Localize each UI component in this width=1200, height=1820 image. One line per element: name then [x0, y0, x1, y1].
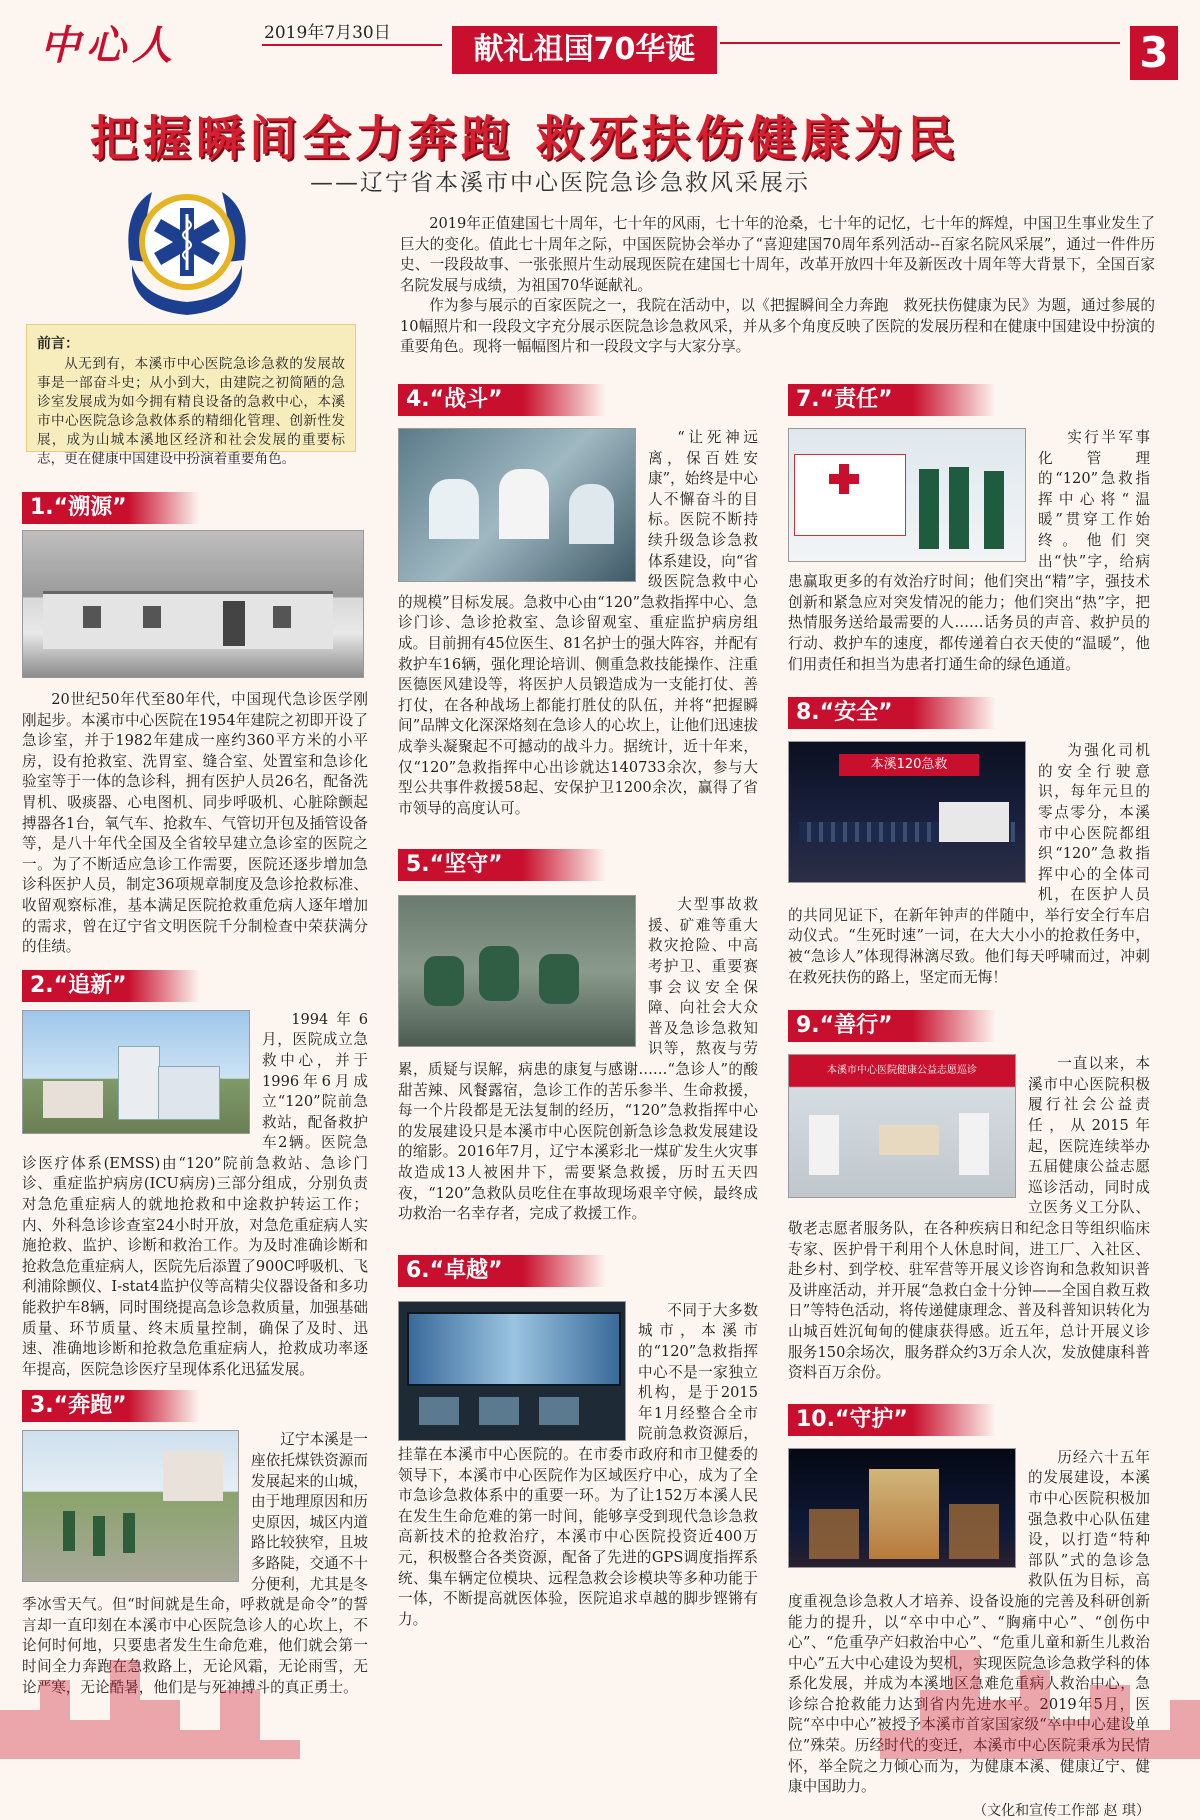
main-headline: 把握瞬间全力奔跑 救死扶伤健康为民: [90, 111, 960, 167]
section-1-header: 1.“溯源”: [22, 492, 200, 524]
section-3-text: 辽宁本溪是一座依托煤铁资源而发展起来的山城，由于地理原因和历史原因，城区内道路比较狭窄，且坡多路陡，交通不十分便利，尤其是冬季冰雪天气。但“时间就是生命，呼救就是命令”的誓言却一直印刻在本溪市中心医院急诊人的心坎上，不论何时何地，只要患者发生生命危难，他们就会第一时间全力奔跑在急救路上，无论风霜，无论雨雪，无论严寒，无论酷暑，他们是与死神搏斗的真正勇士。: [22, 1431, 368, 1696]
section-5-text: 大型事故救援、矿难等重大救灾抢险、中高考护卫、重要赛事会议安全保障、向社会大众普及急诊急救知识等，熬夜与劳累，质疑与误解，病患的康复与感谢……“急诊人”的酸甜苦辣、风餐露宿，急诊工作的苦乐参半、生命救援，每一个片段都是无法复制的经历，“120”急救指挥中心的发展建设只是本溪市中心医院创新急诊急救发展建设的缩影。2016年7月，辽宁本溪彩北一煤矿发生火灾事故造成13人被困井下，需要紧急救援，历时五天四夜，“120”急救队员吃住在事故现场艰辛守候，最终成功救治一名幸存者，完成了救援工作。: [398, 896, 758, 1223]
issue-date: 2019年7月30日: [264, 23, 391, 43]
intro-text: [400, 214, 1155, 358]
star-of-life-emblem-icon: [112, 170, 262, 320]
hospital-night-photo: [788, 1448, 1016, 1568]
section-7-text: 实行半军事化管理的“120”急救指挥中心将“温暖”贯穿工作始终。他们突出“快”字，给病患赢取更多的有效治疗时间；他们突出“精”字，强技术创新和紧急应对突发情况的能力；他们突出“热”字，把热情服务送给最需要的人……话务员的声音、救护员的行动、救护车的速度，都传递着白衣天使的“温暖”，他们用责任和担当为患者打通生命的绿色通道。: [788, 429, 1150, 673]
dispatch-center-photo: [398, 1301, 626, 1441]
section-1-text: 20世纪50年代至80年代，中国现代急诊医学刚刚起步。本溪市中心医院在1954年建院之初即开设了急诊室，并于1982年建成一座约360平方米的小平房，设有抢救室、洗胃室、缝合室、处置室和急诊化验室等于一体的急诊科，拥有医护人员26名，配备洗胃机、吸痰器、心电图机、同步呼吸机、心脏除颤起搏器各1台，氧气车、抢救车、气管切开包及插管设备等，是八十年代全国及全省较早建立急诊室的医院之一。为了不断适应急诊工作需要，医院还逐步增加急诊科医护人员，制定36项规章制度及急诊抢救标准、收留观察标准，基本满足医院抢救重危病人逐年增加的需求，曾在辽宁省文明医院千分制检查中荣获满分的佳绩。: [22, 691, 368, 956]
sub-headline: ——辽宁省本溪市中心医院急诊急救风采展示: [310, 170, 810, 196]
section-6-text: 不同于大多数城市，本溪市的“120”急救指挥中心不是一家独立机构，是于2015年1月经整合全市院前急救资源后，挂靠在本溪市中心医院的。在市委市政府和市卫健委的领导下，本溪市中心医院作为区域医疗中心，成为了全市急诊急救体系中的重要一环。为了让152万本溪人民在发生生命危难的第一时间，能够享受到现代急诊急救高新技术的抢救治疗，本溪市中心医院投资近400万元，积极整合各类资源，配备了先进的GPS调度指挥系统、集车辆定位模块、远程急救会诊模块等多种功能于一体，不断提高就医体验，医院追求卓越的脚步铿锵有力。: [398, 1301, 758, 1628]
section-9-header: 9.“善行”: [788, 1010, 996, 1042]
section-9-text: 一直以来，本溪市中心医院积极履行社会公益责任，从2015年起，医院连续举办五届健康公益志愿巡诊活动，同时成立医务义工分队、敬老志愿者服务队，在各种疾病日和纪念日等组织临床专家、医护骨干利用个人休息时间，进工厂、入社区、赴乡村、到学校、驻军营等开展义诊咨询和急救知识普及讲座活动，并开展“急救白金十分钟——全国自救互救日”等特色活动，将传递健康理念、普及科普知识转化为山城百姓沉甸甸的健康获得感。近五年，总计开展义诊服务150余场次，服务群众约3万余人次，发放健康科普资料百万余份。: [788, 1055, 1150, 1382]
section-3-header: 3.“奔跑”: [22, 1390, 200, 1422]
section-7-header: 7.“责任”: [788, 384, 996, 416]
mine-rescue-photo: [398, 895, 636, 1047]
night-ceremony-photo: [788, 741, 1026, 883]
ambulance-sign-text: 本溪120急救: [839, 754, 979, 776]
ambulance-team-photo: [788, 428, 1026, 562]
section-10-text: 历经六十五年的发展建设，本溪市中心医院积极加强急救中心队伍建设，以打造“特种部队”式的急诊急救队伍为目标，高度重视急诊急救人才培养、设备设施的完善及科研创新能力的提升，以“卒中中心”、“胸痛中心”、“创伤中心”、“危重孕产妇救治中心”、“危重儿童和新生儿救治中心”五大中心建设为契机，实现医院急诊急救学科的体系化发展，并成为本溪地区急难危重病人救治中心，急诊综合抢救能力达到省内先进水平。2019年5月，医院“卒中中心”被授予本溪市首家国家级“卒中中心建设单位”殊荣。历经时代的变迁，本溪市中心医院秉承为民情怀，举全院之力倾心而为，为健康本溪、健康辽宁、健康中国助力。: [788, 1448, 1150, 1796]
byline: （文化和宣传工作部 赵 琪）: [973, 1802, 1150, 1819]
column-3: [788, 384, 1150, 1820]
volunteer-clinic-photo: [788, 1054, 1016, 1198]
section-10-header: 10.“守护”: [788, 1404, 996, 1436]
section-2-text: 1994年6月，医院成立急救中心，并于1996年6月成立“120”院前急救站，配备救护车2辆。医院急诊医疗体系(EMSS)由“120”院前急救站、急诊门诊、重症监护病房(ICU病房)三部分组成，分别负责对急危重症病人的就地抢救和中途救护转运工作；内、外科急诊诊查室24小时开放，对急危重症病人实施抢救、监护、诊断和救治工作。为及时准确诊断和抢救急危重症病人，医院先后添置了900C呼吸机、飞利浦除颤仪、I-stat4监护仪等高精尖仪器设备和多功能救护车8辆，同时围绕提高急诊急救质量，加强基础质量、环节质量、终末质量控制，确保了及时、迅速、准确地诊断和抢救急危重症病人，抢救成功率逐年提高，医院急诊医疗呈现体系化迅猛发展。: [22, 1010, 368, 1378]
newspaper-logo: 中心人: [40, 22, 178, 69]
column-1: [22, 492, 368, 1698]
preface-text: 从无到有，本溪市中心医院急诊急救的发展故事是一部奋斗史；从小到大，由建院之初简陋的急诊室发展成为如今拥有精良设备的急救中心，本溪市中心医院急诊急救体系的精细化管理、创新性发展，成为山城本溪地区经济和社会发展的重要标志，更在健康中国建设中扮演着重要角色。: [37, 356, 345, 467]
section-4-header: 4.“战斗”: [398, 384, 606, 416]
section-5-header: 5.“坚守”: [398, 849, 606, 881]
intro-paragraph-2: 作为参与展示的百家医院之一，我院在活动中，以《把握瞬间全力奔跑 救死扶伤健康为民》为题，通过参展的10幅照片和一段段文字充分展示医院急诊急救风采，并从多个角度反映了医院的发展历程和在健康中国建设中扮演的重要角色。现将一幅幅图片和一段段文字与大家分享。: [400, 297, 1155, 355]
section-8-text: 为强化司机的安全行驶意识，每年元旦的零点零分，本溪市中心医院都组织“120”急救指挥中心的全体司机，在医护人员的共同见证下，在新年钟声的伴随中，举行安全行车启动仪式。“生死时速”一词，在大大小小的抢救任务中，被“急诊人”体现得淋漓尽致。他们每天呼啸而过，冲刺在救死扶伤的路上，坚定而无悔！: [788, 742, 1150, 986]
volunteer-banner-text: 本溪市中心医院健康公益志愿巡诊: [827, 1065, 977, 1077]
intro-paragraph-1: 2019年正值建国七十周年，七十年的风雨，七十年的沧桑，七十年的记忆，七十年的辉煌，中国卫生事业发生了巨大的变化。值此七十周年之际，中国医院协会举办了“喜迎建国70周年系列活动--百家名院风采展”，通过一件件历史、一段段故事、一张张照片生动展现医院在建国七十周年，改革开放四十年及新医改十周年等大背景下，全国百家名院发展与成绩，为祖国70华诞献礼。: [400, 215, 1155, 294]
preface-box: [26, 324, 356, 467]
running-medics-photo: [22, 1430, 239, 1582]
section-8-header: 8.“安全”: [788, 697, 996, 729]
page-number: 3: [1130, 26, 1178, 80]
section-6-header: 6.“卓越”: [398, 1255, 606, 1287]
preface-heading: 前言：: [37, 336, 79, 352]
column-2: [398, 384, 758, 1630]
masthead-rule-right: [720, 42, 1120, 44]
historic-clinic-photo: [22, 530, 364, 678]
section-banner: 献礼祖国70华诞: [452, 26, 717, 74]
hospital-building-photo: [22, 1010, 250, 1134]
emergency-rescue-photo: [398, 428, 636, 582]
section-4-text: “让死神远离，保百姓安康”，始终是中心人不懈奋斗的目标。医院不断持续升级急诊急救体系建设，向“省级医院急救中心的规模”目标发展。急救中心由“120”急救指挥中心、急诊门诊、急诊抢救室、急诊留观室、重症监护病房组成。目前拥有45位医生、81名护士的强大阵容，并配有救护车16辆，强化理论培训、侧重急救技能操作、注重医德医风建设等，将医护人员锻造成为一支能打仗、善打仗，在各种战场上都能打胜仗的队伍，并将“把握瞬间”品牌文化深深烙刻在急诊人的心坎上，让他们迅速拔成拳头凝聚起不可撼动的战斗力。据统计，近十年来，仅“120”急救指挥中心出诊就达140733余次，参与大型公共事件救援58起、安保护卫1200余次，赢得了省市领导的高度认可。: [398, 429, 758, 817]
section-2-header: 2.“追新”: [22, 970, 200, 1002]
masthead-rule: [262, 44, 442, 46]
